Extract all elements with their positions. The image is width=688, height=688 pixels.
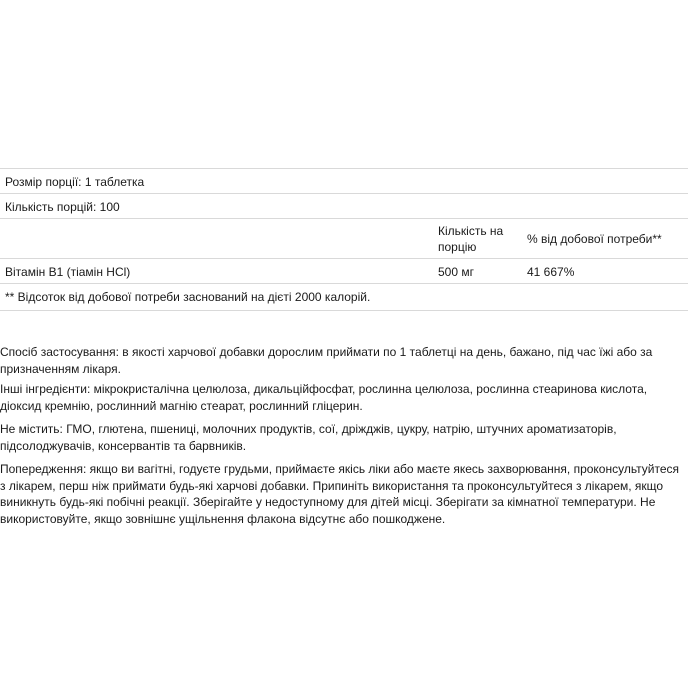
nutrient-name: Вітамін B1 (тіамін HCl) bbox=[5, 265, 131, 279]
table-header-row bbox=[0, 218, 688, 258]
supplement-facts-table bbox=[0, 168, 688, 311]
amount-per-serving-header: Кількість на порцію bbox=[438, 224, 504, 254]
serving-size-text: Розмір порції: 1 таблетка bbox=[5, 175, 145, 189]
servings-count-row bbox=[0, 193, 688, 218]
nutrient-amount: 500 мг bbox=[438, 265, 474, 279]
warning-text: Попередження: якщо ви вагітні, годуєте грудьми, приймаєте якісь ліки або маєте якесь захворювання, проконсультуйтеся з лікарем, перш ніж приймати будь-які харчові добавки. Припиніть використання та проконсультуйтеся з лікарем, якщо виникнуть будь-які побічні реакції. Зберігайте у недоступному для дітей місці. Зберігати за кімнатної температури. Не використовуйте, якщо зовнішнє ущільнення флакона відсутнє або пошкоджене. bbox=[0, 462, 680, 526]
table-row bbox=[0, 258, 688, 283]
nutrient-daily-value: 41 667% bbox=[527, 265, 575, 279]
serving-size-row bbox=[0, 168, 688, 193]
other-ingredients: Інші інгредієнти: мікрокристалічна целюлоза, дикальційфосфат, рослинна целюлоза, рослинна стеаринова кислота, діоксид кремнію, рослинний магнію стеарат, рослинний гліцерин. bbox=[0, 382, 648, 413]
daily-value-footnote: ** Відсоток від добової потреби заснований на дієті 2000 калорій. bbox=[5, 290, 371, 304]
daily-value-header: % від добової потреби** bbox=[527, 232, 662, 246]
free-of-list: Не містить: ГМО, глютена, пшениці, молочних продуктів, сої, дріжджів, цукру, натрію, штучних ароматизаторів, підсолоджувачів, консервантів та барвників. bbox=[0, 422, 617, 453]
servings-count-text: Кількість порцій: 100 bbox=[5, 200, 120, 214]
footnote-row bbox=[0, 283, 688, 311]
usage-directions: Спосіб застосування: в якості харчової добавки дорослим приймати по 1 таблетці на день, бажано, під час їжі або за призначенням лікаря. bbox=[0, 345, 653, 376]
